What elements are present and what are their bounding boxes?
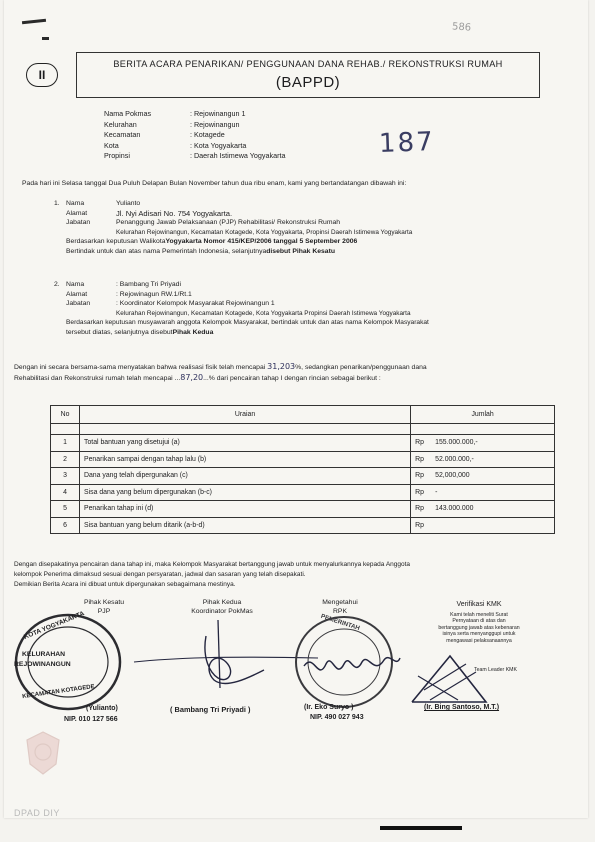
table-spacer-row (51, 424, 555, 435)
closing-line-1: Dengan disepakatinya pencairan dana tahap ini, maka Kelompok Masyarakat bertanggung jawab untuk menyalurkannya kepada Anggota (14, 561, 411, 568)
pokmas-info (104, 109, 286, 162)
signature-bing-santoso (406, 650, 516, 710)
intro-paragraph: Pada hari ini Selasa tanggal Dua Puluh Delapan Bulan November tahun dua ribu enam, kami yang bertandatangan dibawah ini: (22, 180, 407, 187)
table-row: 6 Sisa bantuan yang belum ditarik (a-b-d) Rp (51, 517, 555, 534)
verifikasi-role: Team Leader KMK (474, 667, 517, 673)
document-abbreviation: (BAPPD) (275, 74, 341, 91)
signature-pihak-kedua-title: Pihak Kedua Koordinator PokMas (191, 599, 253, 615)
header-no: No (51, 406, 80, 424)
table-row: 4 Sisa dana yang belum dipergunakan (b-c) Rp - (51, 484, 555, 501)
page-bottom-bar (380, 826, 462, 830)
table-row: 2 Penarikan sampai dengan tahap lalu (b) Rp 52.000.000,- (51, 451, 555, 468)
info-row-kota: Kota : Kota Yogyakarta (104, 140, 247, 150)
government-stamp-text: PEMERINTAH (319, 612, 361, 633)
handwritten-number: 187 (378, 127, 436, 159)
table-header-row (51, 406, 555, 424)
signer-one-nip: NIP. 010 127 566 (64, 716, 118, 723)
header-uraian: Uraian (80, 406, 411, 424)
realization-line-2: Rehabilitasi dan Rekonstruksi rumah telah mencapai ...87,20...% dari pencairan tahap I dengan rincian sebagai berikut : (14, 373, 381, 382)
info-row-propinsi: Propinsi : Daerah Istimewa Yogyakarta (104, 151, 286, 160)
section-number-badge: II (26, 63, 58, 87)
signature-pihak-kesatu-title: Pihak Kesatu PJP (83, 599, 125, 615)
closing-line-3: Demikian Berita Acara ini dibuat untuk dipergunakan sebagaimana mestinya. (14, 581, 236, 588)
info-row-kelurahan: Kelurahan : Rejowinangun (104, 119, 240, 129)
table-row: 3 Dana yang telah dipergunakan (c) Rp 52,000,000 (51, 468, 555, 485)
pen-mark (22, 19, 46, 24)
handwritten-fund-percent: 87,20 (180, 373, 204, 382)
signer-two-name: ( Bambang Tri Priyadi ) (170, 705, 251, 714)
stamp-rejowinangun-text: REJOWINANGUN (14, 661, 71, 668)
title-box (76, 52, 540, 98)
realization-line-1: Dengan ini secara bersama-sama menyatakan bahwa realisasi fisik telah mencapai 31,203%, sedangkan penarikan/penggunaan dana (14, 362, 427, 371)
document-page (4, 0, 588, 818)
handwritten-physical-percent: 31,203 (267, 362, 296, 371)
archive-watermark: DPAD DIY (14, 808, 60, 818)
party-two-block: 2. Nama : Bambang Tri Priyadi Alamat : Rejowinagun RW.1/Rt.1 Jabatan : Koordinator Kelompok Masyarakat Rejowinangun 1 Kelurahan Rejowinangun, Kecamatan Kotagede, Kota Yogyakarta Propinsi Daerah Istimewa Yogyakarta Berdasarkan keputusan musyawarah anggota Kelompok Masyarakat, bertindak untuk dan atas nama Kelompok Masyarakat tersebut diatas, selanjutnya disebut Pihak Kedua (54, 281, 429, 336)
signer-four-name: (Ir. Bing Santoso, M.T.) (424, 704, 500, 711)
fund-usage-table (50, 405, 555, 534)
signer-one-name: (Yulianto) (86, 705, 118, 712)
signature-mengetahui-title: Mengetahui RPK (322, 599, 358, 615)
stamp-city-text: KOTA YOGYAKARTA (23, 610, 86, 641)
stamp-kelurahan-text: KELURAHAN (22, 651, 66, 658)
document-title: BERITA ACARA PENARIKAN/ PENGGUNAAN DANA REHAB./ REKONSTRUKSI RUMAH (113, 59, 503, 69)
info-row-nama-pokmas: Nama Pokmas : Rejowinangun 1 (104, 109, 246, 118)
handwritten-reference: 586 (451, 21, 472, 34)
signer-three-nip: NIP. 490 027 943 (310, 714, 364, 721)
info-row-kecamatan: Kecamatan : Kotagede (104, 130, 225, 139)
pen-mark-small (42, 37, 49, 40)
signer-three-name: (Ir. Eko Suryo ) (304, 704, 354, 711)
party-one-block: 1. Nama Yulianto Alamat Jl. Nyi Adisari No. 754 Yogyakarta. Jabatan Penanggung Jawab Pelaksanaan (PJP) Rehabilitasi/ Rekonstruksi Rumah Kelurahan Rejowinangun, Kecamatan Kotagede, Kota Yogyakarta, Propinsi Daerah Istimewa Yogyakarta Berdasarkan keputusan Walikota Yogyakarta Nomor 415/KEP/2006 tanggal 5 September 2006 Bertindak untuk dan atas nama Pemerintah Indonesia, selanjutnya disebut Pihak Kesatu (54, 200, 413, 255)
header-jumlah: Jumlah (411, 406, 555, 424)
closing-line-2: kelompok Penerima dimaksud sesuai dengan persyaratan, jadwal dan sasaran yang telah disepakati. (14, 571, 306, 578)
verifikasi-note: Kami telah meneliti Surat Pernyataan di atas dan bertanggung jawab atas kebenaran isinya serta menyanggupi untuk mengawasi pelaksanaannya (438, 612, 520, 644)
stamp-kecamatan-text: KECAMATAN KOTAGEDE (21, 683, 96, 701)
table-row: 5 Penarikan tahap ini (d) Rp 143.000.000 (51, 501, 555, 518)
signature-verifikasi-title: Verifikasi KMK (456, 601, 502, 608)
dpad-emblem-icon (24, 730, 62, 776)
table-row: 1 Total bantuan yang disetujui (a) Rp 155.000.000,- (51, 435, 555, 452)
